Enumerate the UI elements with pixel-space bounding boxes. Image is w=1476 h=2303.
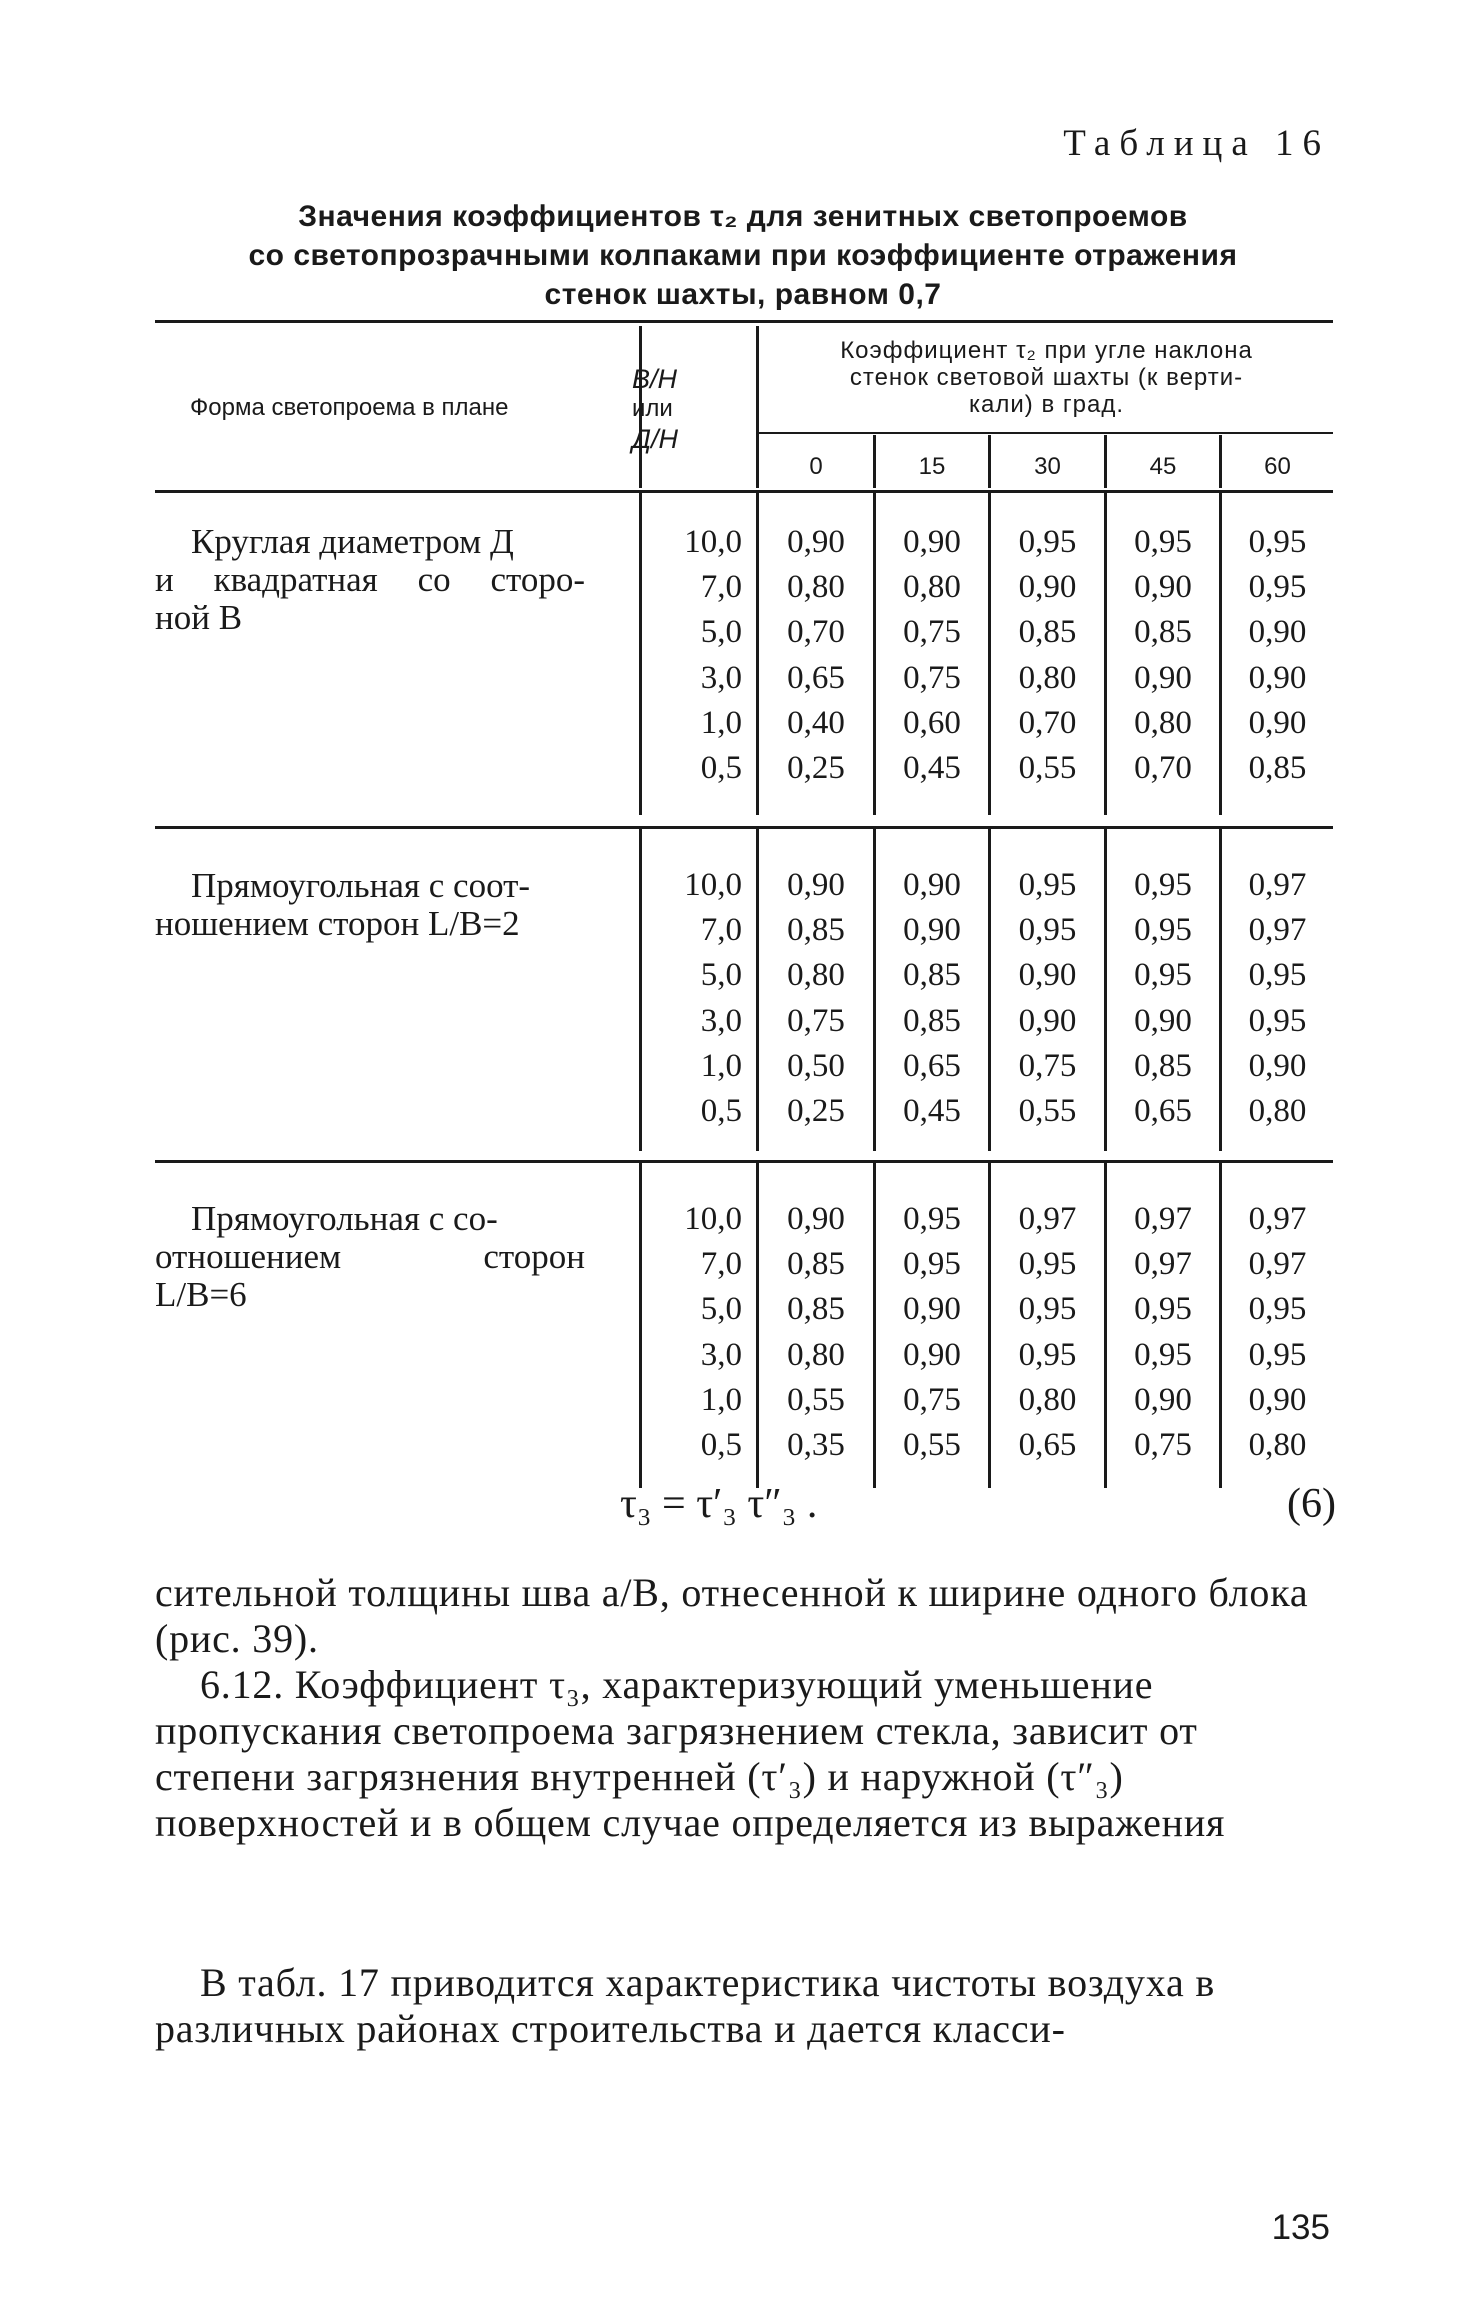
equation-number: (6) xyxy=(1287,1481,1336,1527)
coef-cell: 0,97 xyxy=(1018,1201,1077,1237)
page-number: 135 xyxy=(1271,2208,1330,2247)
coef-cell: 0,90 xyxy=(1248,704,1307,741)
form-line: ношением сторон L/B=2 xyxy=(155,904,520,943)
coef-cell: 0,70 xyxy=(1018,704,1077,741)
coef-cell: 0,90 xyxy=(1018,1002,1077,1039)
group-rule xyxy=(155,1160,1333,1163)
paragraph: сительной толщины шва a/B, отнесенной к ширине одного блока (рис. 39). xyxy=(155,1570,1309,1661)
coef-column-45 xyxy=(1107,863,1219,1134)
coef-cell: 0,75 xyxy=(903,1381,961,1418)
coef-cell: 0,80 xyxy=(903,569,961,606)
header-angle: 15 xyxy=(918,453,946,480)
coef-column-60 xyxy=(1222,863,1333,1134)
coef-cell: 0,60 xyxy=(903,704,961,741)
form-line: Круглая диаметром Д xyxy=(191,522,514,561)
form-label-rect-6 xyxy=(155,1200,585,1314)
header-coef-line: Коэффициент τ₂ при угле наклона xyxy=(840,337,1253,364)
header-bh-line: Д/Н xyxy=(632,424,679,454)
coef-cell: 0,70 xyxy=(787,614,845,651)
coef-cell: 0,70 xyxy=(1134,750,1192,787)
header-coef-line: стенок световой шахты (к верти- xyxy=(849,364,1244,391)
form-label-rect-2 xyxy=(155,867,585,943)
header-bottom-rule xyxy=(155,490,1333,493)
coef-cell: 0,97 xyxy=(1134,1246,1192,1283)
coef-cell: 0,85 xyxy=(787,1291,845,1328)
coef-cell: 0,55 xyxy=(787,1381,845,1418)
coef-cell: 0,85 xyxy=(1134,614,1192,651)
bh-value: 3,0 xyxy=(700,1002,742,1039)
coef-cell: 0,95 xyxy=(1018,524,1077,560)
coef-cell: 0,95 xyxy=(1134,912,1192,949)
coef-cell: 0,80 xyxy=(1134,704,1192,741)
coef-cell: 0,97 xyxy=(1248,1201,1307,1237)
coef-cell: 0,95 xyxy=(1134,1291,1192,1328)
header-coefficient xyxy=(760,337,1333,418)
bh-value: 3,0 xyxy=(700,659,742,696)
coef-column-30 xyxy=(991,1197,1104,1468)
form-line: и квадратная со сторо- xyxy=(155,560,585,599)
coef-cell: 0,95 xyxy=(1134,524,1192,560)
coef-column-15 xyxy=(876,863,988,1134)
coef-cell: 0,90 xyxy=(1134,569,1192,606)
header-coef-line: кали) в град. xyxy=(969,391,1124,418)
form-line: Прямоугольная с со- xyxy=(191,1199,498,1238)
coef-sub-rule xyxy=(756,432,1333,434)
header-form: Форма светопроема в плане xyxy=(190,394,509,421)
coef-cell: 0,90 xyxy=(1134,1381,1192,1418)
header-bh-line: В/Н xyxy=(632,364,678,394)
coef-cell: 0,80 xyxy=(787,569,845,606)
coef-cell: 0,90 xyxy=(1248,659,1307,696)
bh-value: 1,0 xyxy=(700,704,742,741)
coef-cell: 0,85 xyxy=(1248,750,1307,787)
coef-cell: 0,95 xyxy=(1018,1336,1077,1373)
table-caption xyxy=(150,197,1336,314)
coef-cell: 0,95 xyxy=(1248,569,1307,606)
bh-value: 0,5 xyxy=(700,1093,742,1130)
coef-cell: 0,80 xyxy=(1018,1381,1077,1418)
form-line: L/B=6 xyxy=(155,1275,247,1314)
coef-cell: 0,65 xyxy=(903,1047,961,1084)
coef-cell: 0,75 xyxy=(903,614,961,651)
coef-cell: 0,65 xyxy=(787,659,845,696)
coef-cell: 0,95 xyxy=(1018,1246,1077,1283)
coef-cell: 0,90 xyxy=(1018,569,1077,606)
form-line: Прямоугольная с соот- xyxy=(191,866,531,905)
body-text-lower xyxy=(155,1960,1337,2052)
coef-cell: 0,90 xyxy=(787,1201,845,1237)
coef-cell: 0,75 xyxy=(787,1002,845,1039)
coef-cell: 0,55 xyxy=(903,1427,961,1464)
paragraph: 6.12. Коэффициент τ₃, характеризующий уменьшение пропускания светопроема загрязнением стекла, зависит от степени загрязнения внутренней (τ′₃) и наружной (τ″₃) поверхностей и в общем случае определяется из выражения xyxy=(155,1662,1226,1845)
coef-cell: 0,95 xyxy=(903,1201,961,1237)
coef-column-45 xyxy=(1107,520,1219,791)
coef-cell: 0,85 xyxy=(1134,1047,1192,1084)
coef-cell: 0,95 xyxy=(1134,957,1192,994)
bh-value: 7,0 xyxy=(700,569,742,606)
coef-cell: 0,90 xyxy=(1134,1002,1192,1039)
caption-line: стенок шахты, равном 0,7 xyxy=(544,278,942,311)
coef-cell: 0,55 xyxy=(1018,750,1077,787)
coef-cell: 0,90 xyxy=(1134,659,1192,696)
bh-value: 5,0 xyxy=(700,957,742,994)
header-angle: 60 xyxy=(1264,453,1291,480)
formula: τ₃ = τ′₃ τ″₃ . xyxy=(620,1481,818,1527)
bh-column xyxy=(642,863,742,1134)
coef-cell: 0,95 xyxy=(1248,1002,1307,1039)
form-label-round-square xyxy=(155,523,585,637)
coef-cell: 0,95 xyxy=(1018,912,1077,949)
coef-cell: 0,90 xyxy=(903,1291,961,1328)
bh-value: 10,0 xyxy=(684,867,742,903)
form-line: отношением сторон xyxy=(155,1237,585,1276)
bh-value: 1,0 xyxy=(700,1047,742,1084)
coef-cell: 0,90 xyxy=(787,524,845,560)
bh-value: 5,0 xyxy=(700,1291,742,1328)
bh-value: 7,0 xyxy=(700,1246,742,1283)
coef-cell: 0,95 xyxy=(1248,524,1307,560)
coef-column-0 xyxy=(759,520,873,791)
bh-value: 1,0 xyxy=(700,1381,742,1418)
coef-cell: 0,90 xyxy=(787,867,845,903)
coef-cell: 0,45 xyxy=(903,1093,961,1130)
header-bh xyxy=(632,364,710,454)
coef-cell: 0,95 xyxy=(1248,957,1307,994)
coef-cell: 0,95 xyxy=(1018,1291,1077,1328)
bh-column xyxy=(642,1197,742,1468)
coef-cell: 0,95 xyxy=(1018,867,1077,903)
coef-cell: 0,25 xyxy=(787,750,845,787)
coef-cell: 0,90 xyxy=(1248,1381,1307,1418)
coef-cell: 0,95 xyxy=(1248,1336,1307,1373)
header-bh-line: или xyxy=(632,395,673,422)
caption-line: со светопрозрачными колпаками при коэффициенте отражения xyxy=(248,239,1238,272)
coef-cell: 0,80 xyxy=(787,1336,845,1373)
coef-column-15 xyxy=(876,1197,988,1468)
bh-value: 5,0 xyxy=(700,614,742,651)
caption-line: Значения коэффициентов τ₂ для зенитных светопроемов xyxy=(298,200,1188,233)
coef-cell: 0,80 xyxy=(1018,659,1077,696)
bh-value: 3,0 xyxy=(700,1336,742,1373)
header-angle: 45 xyxy=(1149,453,1177,480)
coef-cell: 0,45 xyxy=(903,750,961,787)
coef-cell: 0,90 xyxy=(903,912,961,949)
coef-cell: 0,50 xyxy=(787,1047,845,1084)
coef-cell: 0,95 xyxy=(903,1246,961,1283)
coef-cell: 0,80 xyxy=(1248,1093,1307,1130)
coef-column-0 xyxy=(759,1197,873,1468)
coef-cell: 0,65 xyxy=(1134,1093,1192,1130)
header-angle: 30 xyxy=(1034,453,1061,480)
coef-cell: 0,85 xyxy=(1018,614,1077,651)
coef-cell: 0,85 xyxy=(787,912,845,949)
coef-cell: 0,95 xyxy=(1134,1336,1192,1373)
form-line: ной В xyxy=(155,598,243,637)
coef-cell: 0,80 xyxy=(787,957,845,994)
coef-cell: 0,75 xyxy=(1018,1047,1077,1084)
coef-cell: 0,55 xyxy=(1018,1093,1077,1130)
coef-column-45 xyxy=(1107,1197,1219,1468)
bh-value: 7,0 xyxy=(700,912,742,949)
bh-value: 10,0 xyxy=(684,524,742,560)
coef-column-30 xyxy=(991,863,1104,1134)
coef-cell: 0,97 xyxy=(1134,1201,1192,1237)
coef-cell: 0,85 xyxy=(903,1002,961,1039)
coef-column-0 xyxy=(759,863,873,1134)
coef-cell: 0,85 xyxy=(787,1246,845,1283)
bh-column xyxy=(642,520,742,791)
coef-cell: 0,85 xyxy=(903,957,961,994)
header-angle: 0 xyxy=(809,453,823,480)
coef-cell: 0,65 xyxy=(1018,1427,1077,1464)
coef-cell: 0,40 xyxy=(787,704,845,741)
coef-cell: 0,90 xyxy=(903,1336,961,1373)
group-rule xyxy=(155,826,1333,829)
coef-column-60 xyxy=(1222,520,1333,791)
coef-cell: 0,97 xyxy=(1248,912,1307,949)
coef-cell: 0,75 xyxy=(1134,1427,1192,1464)
coef-cell: 0,90 xyxy=(1018,957,1077,994)
coef-cell: 0,80 xyxy=(1248,1427,1307,1464)
bh-value: 0,5 xyxy=(700,750,742,787)
paragraph: В табл. 17 приводится характеристика чистоты воздуха в различных районах строительства и дается класси- xyxy=(155,1960,1216,2051)
coef-cell: 0,95 xyxy=(1134,867,1192,903)
bh-value: 10,0 xyxy=(684,1201,742,1237)
coef-cell: 0,35 xyxy=(787,1427,845,1464)
coef-column-30 xyxy=(991,520,1104,791)
body-text-upper xyxy=(155,1570,1337,1846)
table-top-rule xyxy=(155,320,1333,323)
coef-cell: 0,90 xyxy=(1248,1047,1307,1084)
coef-cell: 0,90 xyxy=(1248,614,1307,651)
bh-value: 0,5 xyxy=(700,1427,742,1464)
coef-cell: 0,97 xyxy=(1248,1246,1307,1283)
coef-cell: 0,95 xyxy=(1248,1291,1307,1328)
coef-column-60 xyxy=(1222,1197,1333,1468)
coef-cell: 0,90 xyxy=(903,524,961,560)
coef-column-15 xyxy=(876,520,988,791)
table-number: Таблица 16 xyxy=(1063,123,1330,164)
coef-cell: 0,25 xyxy=(787,1093,845,1130)
coef-cell: 0,75 xyxy=(903,659,961,696)
coef-cell: 0,90 xyxy=(903,867,961,903)
coef-cell: 0,97 xyxy=(1248,867,1307,903)
